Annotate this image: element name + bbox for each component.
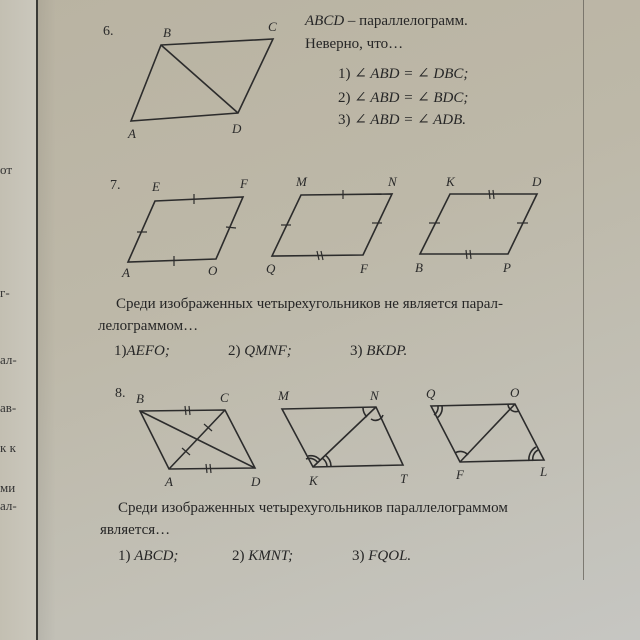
option-text: ∠ ABD = ∠ ADB. [354,112,467,128]
option-text: BKDP. [366,343,408,359]
problem-6-number: 6. [103,24,114,39]
problem-7-number: 7. [110,178,121,193]
vertex-label-f: F [360,261,368,276]
problem-6-question: Неверно, что… [305,36,404,52]
figure-aefo [121,176,249,280]
vertex-label-b: B [415,260,423,275]
left-fragment: ав- [0,400,17,415]
option-number: 1) [118,548,131,564]
problem-8-number: 8. [115,386,126,401]
left-fragment: г- [0,285,10,300]
problem-6-parallelogram [127,19,277,141]
figure-kmnt [277,388,408,488]
vertex-label-a: A [128,126,136,141]
vertex-label-t: T [400,471,408,486]
option-text: KMNT; [248,548,294,564]
vertex-label-f: F [456,467,464,482]
vertex-label-b: B [136,391,144,406]
vertex-label-q: Q [426,386,436,401]
option-number: 3) [352,548,365,564]
vertex-label-f: F [240,176,248,191]
option-text: ABCD; [134,548,179,564]
figure-bkdp [415,174,542,275]
vertex-label-m: M [296,174,307,189]
vertex-label-o: O [208,263,218,278]
vertex-label-n: N [370,388,379,403]
vertex-label-o: O [510,385,520,400]
vertex-label-d: D [232,121,242,136]
statement-rest: – параллелограмм. [344,13,468,29]
left-fragment: ал- [0,498,17,513]
figure-abcd [136,390,261,489]
vertex-label-c: C [220,390,229,405]
option-number: 2) [228,343,241,359]
vertex-label-d: D [532,174,542,189]
option-number: 3) [338,112,351,128]
option-text: FQOL. [368,548,412,564]
option-text: AEFO; [126,343,170,359]
option-number: 3) [350,343,363,359]
left-fragment: ми [0,480,16,495]
left-fragment: к к [0,440,16,455]
vertex-label-a: A [165,474,173,489]
vertex-label-a: A [122,265,130,280]
vertex-label-q: Q [266,261,276,276]
option-number: 2) [232,548,245,564]
vertex-label-b: B [163,25,171,40]
problem-8-question-line2: является… [100,522,171,538]
parallelogram-name: ABCD [305,13,345,29]
option-text: QMNF; [244,343,292,359]
vertex-label-n: N [388,174,397,189]
figure-fqol [426,385,547,482]
option-number: 1) [338,66,351,82]
option-number: 2) [338,90,351,106]
vertex-label-e: E [152,179,160,194]
problem-7-question-line1: Среди изображенных четырехугольников не является парал- [116,296,504,312]
problem-7-question-line2: лелограммом… [98,318,199,334]
vertex-label-k: K [446,174,455,189]
vertex-label-k: K [309,473,318,488]
vertex-label-m: M [278,388,289,403]
vertex-label-p: P [503,260,511,275]
figure-qmnf [266,174,398,276]
option-text: ∠ ABD = ∠ DBC; [354,66,469,82]
option-number: 1) [114,343,127,359]
vertex-label-l: L [540,464,548,479]
option-text: ∠ ABD = ∠ BDC; [354,90,469,106]
vertex-label-d: D [251,474,261,489]
left-fragment: от [0,162,13,177]
vertex-label-c: C [268,19,277,34]
left-fragment: ал- [0,352,17,367]
problem-8-question-line1: Среди изображенных четырехугольников параллелограммом [118,500,508,516]
